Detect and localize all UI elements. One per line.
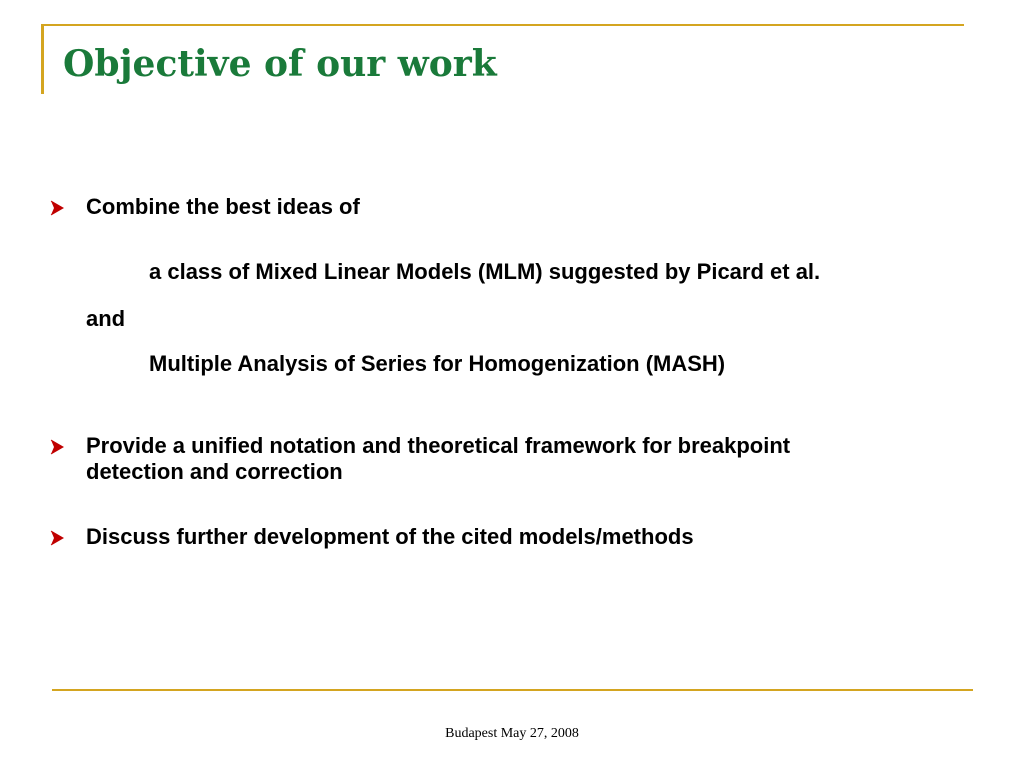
arrow-bullet-icon	[48, 199, 66, 217]
arrow-bullet-icon	[48, 438, 66, 456]
bullet-1-main-text: Combine the best ideas of	[86, 194, 360, 219]
footer-text-wrapper	[0, 726, 1024, 742]
bullet-1-sub-item-2: Multiple Analysis of Series for Homogenization (MASH)	[149, 351, 726, 376]
bullet-2-text-line-1: Provide a unified notation and theoretical framework for breakpoint	[86, 433, 791, 458]
title-frame-top-divider	[41, 24, 964, 26]
footer-divider	[52, 689, 973, 691]
arrow-bullet-icon	[48, 529, 66, 547]
footer-date-location: Budapest May 27, 2008	[445, 726, 579, 741]
bullet-1-sub-item-1: a class of Mixed Linear Models (MLM) suggested by Picard et al.	[149, 259, 821, 284]
bullet-3-text: Discuss further development of the cited models/methods	[86, 524, 694, 549]
title-frame-left-divider	[41, 24, 44, 94]
bullet-1-connector-text: and	[86, 306, 126, 331]
bullet-2-text-line-2: detection and correction	[86, 459, 343, 484]
page-title: Objective of our work	[63, 43, 497, 85]
